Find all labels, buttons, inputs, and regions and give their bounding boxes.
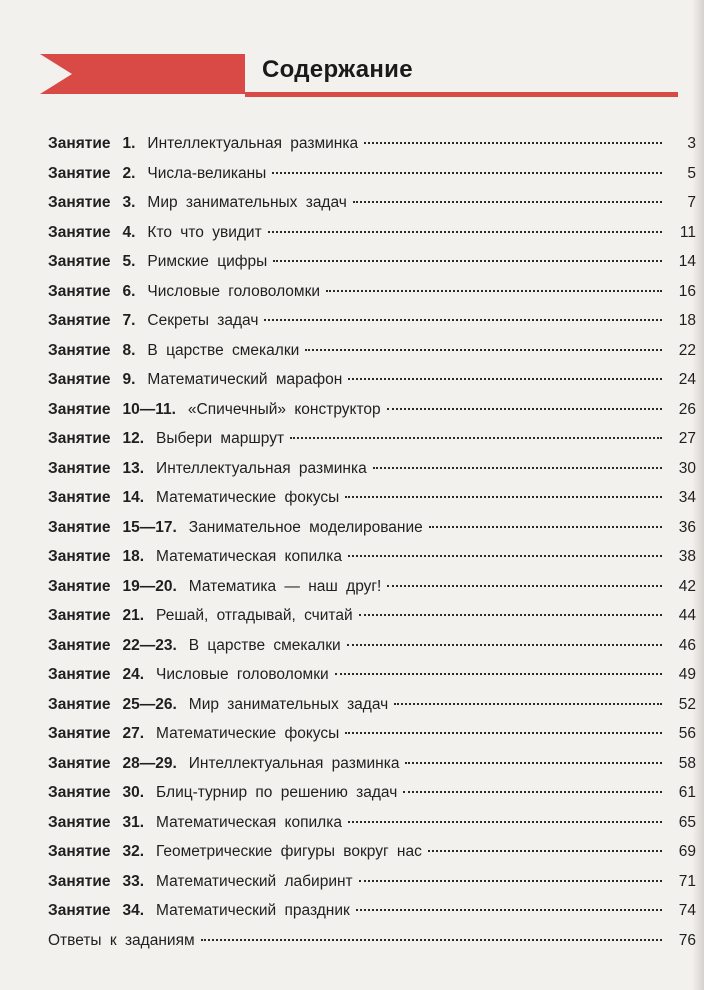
toc-entry[interactable]: [48, 336, 696, 366]
lesson-title: Интеллектуальная разминка: [188, 754, 400, 772]
dot-leader: [290, 437, 662, 439]
lesson-number: 22—23.: [122, 636, 177, 654]
lesson-number: 34.: [122, 902, 145, 919]
toc-entry[interactable]: [48, 749, 696, 779]
lesson-label: Занятие: [48, 253, 111, 270]
lesson-label: Занятие: [48, 400, 111, 418]
dot-leader: [273, 260, 662, 262]
dot-leader: [428, 850, 662, 852]
lesson-title: Мир занимательных задач: [147, 194, 347, 211]
lesson-title: Решай, отгадывай, считай: [156, 607, 353, 624]
lesson-label: Занятие: [48, 577, 111, 595]
answers-title: Ответы к заданиям: [48, 931, 195, 949]
lesson-title: Числовые головоломки: [156, 666, 329, 683]
lesson-number: 21.: [122, 607, 145, 624]
toc-entry[interactable]: [48, 631, 696, 661]
lesson-number: 6.: [122, 282, 136, 300]
lesson-label: Занятие: [48, 223, 111, 241]
page-number: 11: [679, 223, 696, 241]
dot-leader: [373, 467, 662, 469]
dot-leader: [403, 791, 662, 793]
page-number: 38: [678, 548, 696, 565]
lesson-title: Математическая копилка: [156, 548, 342, 565]
lesson-title: Математический марафон: [147, 371, 343, 388]
lesson-number: 3.: [122, 194, 136, 211]
dot-leader: [405, 762, 662, 764]
dot-leader: [345, 732, 662, 734]
dot-leader: [326, 290, 662, 292]
toc-entry[interactable]: [48, 867, 696, 897]
page-number: 71: [678, 872, 696, 890]
page-number: 24: [678, 371, 696, 388]
toc-entry[interactable]: [48, 778, 696, 808]
lesson-title: Математическая копилка: [156, 813, 342, 831]
toc-entry[interactable]: [48, 719, 696, 749]
dot-leader: [387, 585, 662, 587]
lesson-title: Числовые головоломки: [147, 282, 321, 300]
dot-leader: [359, 614, 662, 616]
lesson-title: Занимательное моделирование: [188, 518, 423, 536]
dot-leader: [394, 703, 662, 705]
lesson-number: 13.: [122, 459, 145, 477]
lesson-number: 24.: [122, 666, 145, 683]
lesson-label: Занятие: [48, 312, 111, 329]
lesson-number: 9.: [122, 371, 136, 388]
lesson-label: Занятие: [48, 430, 111, 447]
dot-leader: [364, 142, 662, 144]
lesson-label: Занятие: [48, 725, 111, 742]
lesson-label: Занятие: [48, 518, 111, 536]
lesson-number: 7.: [122, 312, 136, 329]
lesson-title: Геометрические фигуры вокруг нас: [156, 843, 422, 860]
lesson-number: 14.: [122, 489, 145, 506]
lesson-label: Занятие: [48, 902, 111, 919]
lesson-label: Занятие: [48, 784, 111, 801]
toc-entry[interactable]: [48, 660, 696, 690]
page-number: 22: [678, 341, 696, 359]
page-number: 27: [678, 430, 696, 447]
page-number: 65: [678, 813, 696, 831]
toc-entry[interactable]: [48, 572, 696, 602]
page-number: 61: [678, 784, 696, 801]
lesson-label: Занятие: [48, 754, 111, 772]
lesson-number: 8.: [122, 341, 136, 359]
toc-entry[interactable]: [48, 218, 696, 248]
lesson-number: 4.: [122, 223, 136, 241]
lesson-title: Секреты задач: [147, 312, 259, 329]
lesson-label: Занятие: [48, 636, 111, 654]
lesson-title: Интеллектуальная разминка: [147, 135, 359, 152]
lesson-label: Занятие: [48, 666, 111, 683]
dot-leader: [429, 526, 662, 528]
page-number: 36: [678, 518, 696, 536]
lesson-title: Кто что увидит: [147, 223, 262, 241]
page-number: 14: [678, 253, 696, 270]
dot-leader: [347, 644, 662, 646]
page-number: 46: [678, 636, 696, 654]
table-of-contents: [48, 129, 696, 955]
lesson-title: Выбери маршрут: [156, 430, 285, 447]
lesson-title: Математический лабиринт: [156, 872, 353, 890]
lesson-number: 25—26.: [122, 695, 177, 713]
lesson-label: Занятие: [48, 872, 111, 890]
lesson-title: Интеллектуальная разминка: [156, 459, 367, 477]
lesson-number: 27.: [122, 725, 145, 742]
toc-entry-answers[interactable]: [48, 926, 696, 956]
page-number: 69: [678, 843, 696, 860]
dot-leader: [345, 496, 662, 498]
header-underline: [245, 92, 678, 97]
dot-leader: [348, 555, 662, 557]
page-number: 3: [687, 135, 696, 152]
lesson-label: Занятие: [48, 371, 111, 388]
lesson-title: Блиц-турнир по решению задач: [156, 784, 398, 801]
page-number: 7: [687, 194, 696, 211]
lesson-title: Римские цифры: [147, 253, 268, 270]
dot-leader: [353, 201, 662, 203]
lesson-label: Занятие: [48, 135, 111, 152]
lesson-label: Занятие: [48, 164, 111, 182]
lesson-number: 32.: [122, 843, 145, 860]
lesson-number: 1.: [122, 135, 136, 152]
toc-entry[interactable]: [48, 808, 696, 838]
toc-entry[interactable]: [48, 129, 696, 159]
page-number: 5: [687, 164, 696, 182]
lesson-title: Математические фокусы: [156, 489, 340, 506]
page-number: 58: [678, 754, 696, 772]
toc-entry[interactable]: [48, 159, 696, 189]
lesson-label: Занятие: [48, 282, 111, 300]
lesson-label: Занятие: [48, 194, 111, 211]
toc-entry[interactable]: [48, 247, 696, 277]
toc-entry[interactable]: [48, 601, 696, 631]
lesson-label: Занятие: [48, 813, 111, 831]
dot-leader: [268, 231, 662, 233]
lesson-title: «Спичечный» конструктор: [187, 400, 381, 418]
lesson-label: Занятие: [48, 843, 111, 860]
toc-entry[interactable]: [48, 896, 696, 926]
toc-entry[interactable]: [48, 837, 696, 867]
lesson-label: Занятие: [48, 341, 111, 359]
lesson-number: 19—20.: [122, 577, 177, 595]
page-number: 26: [678, 400, 696, 418]
toc-entry[interactable]: [48, 424, 696, 454]
lesson-title: Математика — наш друг!: [188, 577, 382, 595]
dot-leader: [201, 939, 662, 941]
toc-entry[interactable]: [48, 395, 696, 425]
toc-entry[interactable]: [48, 690, 696, 720]
lesson-label: Занятие: [48, 459, 111, 477]
lesson-label: Занятие: [48, 489, 111, 506]
lesson-title: Числа-великаны: [147, 164, 267, 182]
page-number: 44: [678, 607, 696, 624]
page-number: 16: [678, 282, 696, 300]
lesson-number: 5.: [122, 253, 136, 270]
contents-header: [40, 50, 680, 98]
page-number: 18: [678, 312, 696, 329]
toc-entry[interactable]: [48, 483, 696, 513]
lesson-label: Занятие: [48, 548, 111, 565]
lesson-label: Занятие: [48, 695, 111, 713]
toc-entry[interactable]: [48, 542, 696, 572]
lesson-label: Занятие: [48, 607, 111, 624]
lesson-title: Математические фокусы: [156, 725, 340, 742]
page-number: 34: [678, 489, 696, 506]
lesson-number: 15—17.: [122, 518, 177, 536]
dot-leader: [359, 880, 662, 882]
dot-leader: [356, 909, 662, 911]
page-number: 42: [678, 577, 696, 595]
page-number: 30: [678, 459, 696, 477]
page-number: 74: [678, 902, 696, 919]
dot-leader: [272, 172, 662, 174]
lesson-number: 18.: [122, 548, 145, 565]
toc-entry[interactable]: [48, 306, 696, 336]
dot-leader: [348, 821, 662, 823]
dot-leader: [387, 408, 662, 410]
page-number: 76: [678, 931, 696, 949]
page-number: 56: [678, 725, 696, 742]
dot-leader: [348, 378, 662, 380]
toc-entry[interactable]: [48, 454, 696, 484]
lesson-number: 33.: [122, 872, 145, 890]
lesson-title: В царстве смекалки: [147, 341, 300, 359]
dot-leader: [305, 349, 662, 351]
dot-leader: [264, 319, 662, 321]
lesson-number: 10—11.: [122, 400, 176, 418]
page-number: 49: [678, 666, 696, 683]
page-number: 52: [678, 695, 696, 713]
lesson-number: 2.: [122, 164, 136, 182]
toc-entry[interactable]: [48, 188, 696, 218]
lesson-title: Математический праздник: [156, 902, 350, 919]
lesson-title: В царстве смекалки: [188, 636, 341, 654]
dot-leader: [335, 673, 662, 675]
lesson-number: 30.: [122, 784, 145, 801]
lesson-number: 31.: [122, 813, 145, 831]
toc-entry[interactable]: [48, 513, 696, 543]
lesson-number: 28—29.: [122, 754, 177, 772]
toc-entry[interactable]: [48, 365, 696, 395]
lesson-number: 12.: [122, 430, 145, 447]
toc-entry[interactable]: [48, 277, 696, 307]
page-title: Содержание: [262, 56, 413, 83]
lesson-title: Мир занимательных задач: [188, 695, 389, 713]
